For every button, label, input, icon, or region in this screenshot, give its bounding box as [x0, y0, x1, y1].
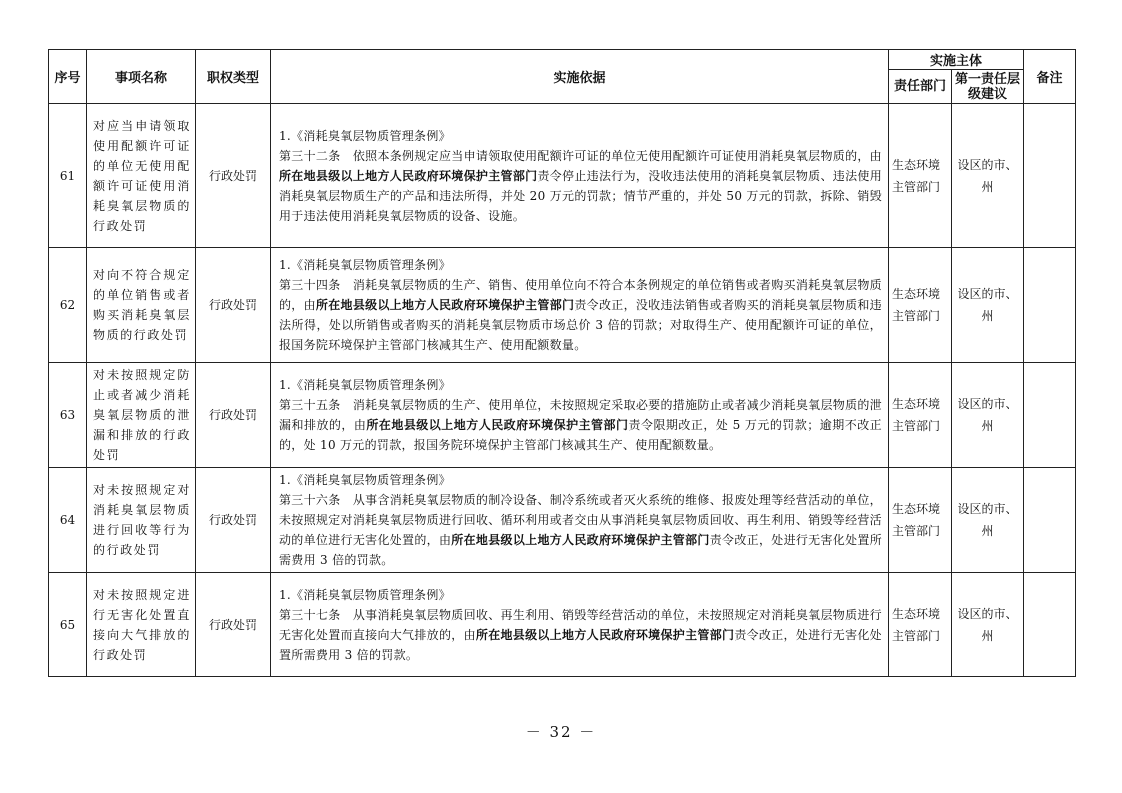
responsible-authority-emphasis: 所在地县级以上地方人民政府环境保护主管部门	[475, 627, 735, 642]
row-number: 62	[49, 248, 87, 363]
first-level: 设区的市、州	[952, 468, 1024, 573]
header-basis: 实施依据	[271, 50, 889, 104]
basis-article-text: 第三十六条 从事含消耗臭氧层物质的制冷设备、制冷系统或者灭火系统的维修、报废处理等经营活动的单位，未按照规定对消耗臭氧层物质进行回收、循环利用或者交由从事消耗臭氧层物质回收、再生利用、销毁等经营活动的单位进行无害化处置的，由所在地县级以上地方人民政府环境保护主管部门责令改正，处进行无害化处置所需费用 3 倍的罚款。	[279, 493, 883, 567]
item-name: 对未按照规定防止或者减少消耗臭氧层物质的泄漏和排放的行政处罚	[87, 363, 196, 468]
basis-law-title: 1.《消耗臭氧层物质管理条例》	[279, 258, 451, 272]
implementation-basis	[271, 573, 889, 677]
power-type: 行政处罚	[196, 573, 271, 677]
row-number: 63	[49, 363, 87, 468]
page-number: － 32 －	[525, 723, 597, 741]
authority-table	[48, 49, 1076, 677]
basis-article-text: 第三十五条 消耗臭氧层物质的生产、使用单位，未按照规定采取必要的措施防止或者减少消耗臭氧层物质的泄漏和排放的，由所在地县级以上地方人民政府环境保护主管部门责令限期改正，处 5 万元的罚款；逾期不改正的，处 10 万元的罚款，报国务院环境保护主管部门核减其生产、使用配额数量。	[279, 398, 882, 452]
item-name: 对未按照规定进行无害化处置直接向大气排放的行政处罚	[87, 573, 196, 677]
remarks-cell	[1024, 573, 1076, 677]
power-type: 行政处罚	[196, 363, 271, 468]
power-type: 行政处罚	[196, 468, 271, 573]
responsible-dept: 生态环境主管部门	[889, 468, 952, 573]
implementation-basis	[271, 248, 889, 363]
basis-article-text: 第三十四条 消耗臭氧层物质的生产、销售、使用单位向不符合本条例规定的单位销售或者购买消耗臭氧层物质的，由所在地县级以上地方人民政府环境保护主管部门责令改正，没收违法销售或者购买的消耗臭氧层物质和违法所得，处以所销售或者购买的消耗臭氧层物质市场总价 3 倍的罚款；对取得生产、使用配额许可证的单位，报国务院环境保护主管部门核减其生产、使用配额数量。	[279, 278, 882, 352]
remarks-cell	[1024, 104, 1076, 248]
header-remarks: 备注	[1024, 50, 1076, 104]
basis-article-text: 第三十二条 依照本条例规定应当申请领取使用配额许可证的单位无使用配额许可证使用消耗臭氧层物质的，由所在地县级以上地方人民政府环境保护主管部门责令停止违法行为，没收违法使用的消耗臭氧层物质、违法使用消耗臭氧层物质生产的产品和违法所得，并处 20 万元的罚款；情节严重的，并处 50 万元的罚款，拆除、销毁用于违法使用消耗臭氧层物质的设备、设施。	[279, 148, 882, 223]
table-row	[49, 104, 1076, 248]
basis-law-title: 1.《消耗臭氧层物质管理条例》	[279, 128, 451, 143]
responsible-authority-emphasis: 所在地县级以上地方人民政府环境保护主管部门	[451, 533, 710, 547]
basis-law-title: 1.《消耗臭氧层物质管理条例》	[279, 473, 451, 487]
implementation-basis	[271, 468, 889, 573]
item-name: 对应当申请领取使用配额许可证的单位无使用配额许可证使用消耗臭氧层物质的行政处罚	[87, 104, 196, 248]
row-number: 65	[49, 573, 87, 677]
item-name: 对向不符合规定的单位销售或者购买消耗臭氧层物质的行政处罚	[87, 248, 196, 363]
first-level: 设区的市、州	[952, 248, 1024, 363]
header-responsible-dept: 责任部门	[889, 70, 952, 104]
header-implementer: 实施主体	[889, 50, 1024, 70]
first-level: 设区的市、州	[952, 363, 1024, 468]
row-number: 61	[49, 104, 87, 248]
power-type: 行政处罚	[196, 104, 271, 248]
responsible-dept: 生态环境主管部门	[889, 248, 952, 363]
header-power-type: 职权类型	[196, 50, 271, 104]
remarks-cell	[1024, 363, 1076, 468]
header-first-level: 第一责任层级建议	[952, 70, 1024, 104]
table-row	[49, 573, 1076, 677]
implementation-basis	[271, 104, 889, 248]
header-item-name: 事项名称	[87, 50, 196, 104]
responsible-dept: 生态环境主管部门	[889, 104, 952, 248]
row-number: 64	[49, 468, 87, 573]
basis-law-title: 1.《消耗臭氧层物质管理条例》	[279, 378, 451, 392]
remarks-cell	[1024, 468, 1076, 573]
table-row	[49, 363, 1076, 468]
power-type: 行政处罚	[196, 248, 271, 363]
first-level: 设区的市、州	[952, 573, 1024, 677]
responsible-dept: 生态环境主管部门	[889, 363, 952, 468]
responsible-authority-emphasis: 所在地县级以上地方人民政府环境保护主管部门	[315, 298, 575, 312]
responsible-authority-emphasis: 所在地县级以上地方人民政府环境保护主管部门	[366, 418, 629, 432]
basis-law-title: 1.《消耗臭氧层物质管理条例》	[279, 587, 451, 602]
basis-article-text: 第三十七条 从事消耗臭氧层物质回收、再生利用、销毁等经营活动的单位，未按照规定对消耗臭氧层物质进行无害化处置而直接向大气排放的，由所在地县级以上地方人民政府环境保护主管部门责令改正，处进行无害化处置所需费用 3 倍的罚款。	[279, 607, 882, 662]
table-row	[49, 248, 1076, 363]
first-level: 设区的市、州	[952, 104, 1024, 248]
implementation-basis	[271, 363, 889, 468]
responsible-authority-emphasis: 所在地县级以上地方人民政府环境保护主管部门	[279, 168, 538, 183]
table-row	[49, 468, 1076, 573]
header-seq: 序号	[49, 50, 87, 104]
item-name: 对未按照规定对消耗臭氧层物质进行回收等行为的行政处罚	[87, 468, 196, 573]
remarks-cell	[1024, 248, 1076, 363]
responsible-dept: 生态环境主管部门	[889, 573, 952, 677]
